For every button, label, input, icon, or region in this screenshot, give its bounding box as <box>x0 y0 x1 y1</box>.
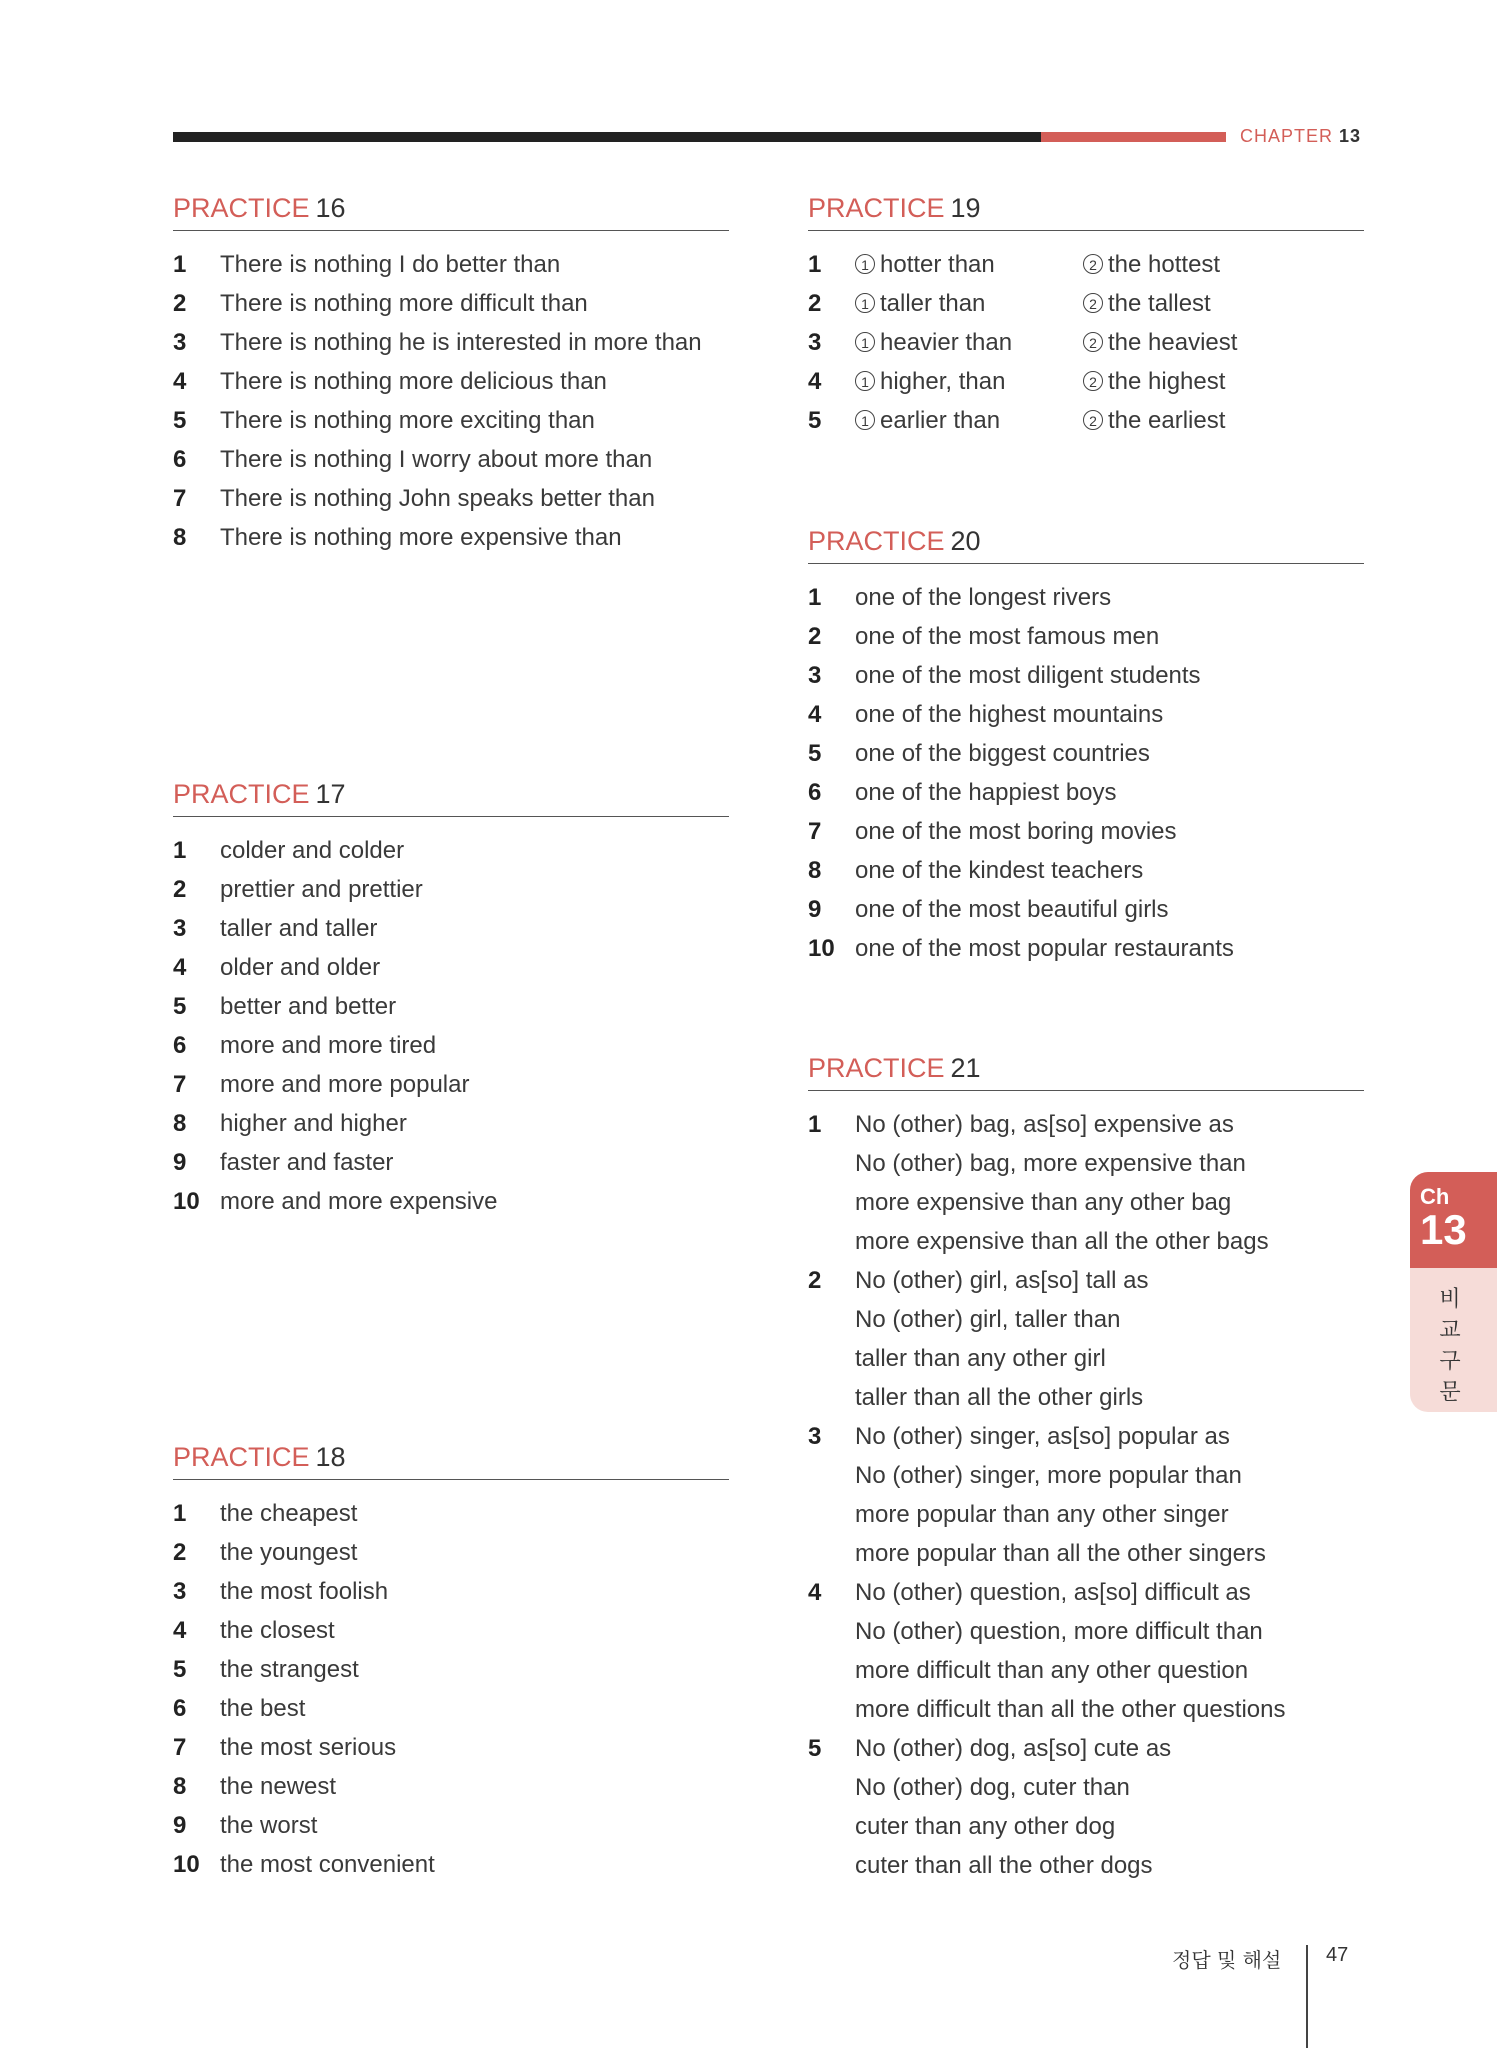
item-number: 7 <box>808 818 822 845</box>
answer-second <box>1083 362 1225 401</box>
circled-number-icon: 2 <box>1083 293 1103 313</box>
practice-number: 21 <box>950 1053 981 1083</box>
answer-list <box>173 1494 729 1884</box>
answer-text: the highest <box>1108 368 1226 395</box>
item-number: 8 <box>173 524 187 551</box>
list-item <box>173 518 729 557</box>
answer-text: the hottest <box>1108 251 1221 278</box>
answer-list <box>173 245 729 557</box>
item-number: 8 <box>808 857 822 884</box>
list-item <box>173 831 729 870</box>
answer-text: faster and faster <box>220 1149 394 1176</box>
circled-number-icon: 2 <box>1083 371 1103 391</box>
practice-label: PRACTICE <box>808 526 945 556</box>
item-number: 8 <box>173 1110 187 1137</box>
item-number: 2 <box>808 290 822 317</box>
item-number: 4 <box>173 1617 187 1644</box>
side-tab-title: 비교구문 <box>1439 1287 1461 1405</box>
item-number: 1 <box>173 251 187 278</box>
answer-text: one of the most famous men <box>855 623 1160 650</box>
side-tab-ch: Ch <box>1420 1184 1450 1209</box>
item-number: 10 <box>808 935 835 962</box>
list-item <box>173 1104 729 1143</box>
item-number: 5 <box>173 407 187 434</box>
circled-number-icon: 1 <box>855 254 875 274</box>
item-number: 7 <box>173 485 187 512</box>
list-item <box>808 1612 1364 1651</box>
item-number: 9 <box>173 1149 187 1176</box>
practice-number: 20 <box>950 526 981 556</box>
list-item <box>808 890 1364 929</box>
list-item <box>808 1495 1364 1534</box>
practice-17 <box>173 774 729 1221</box>
list-item <box>808 1183 1364 1222</box>
answer-text: more and more tired <box>220 1032 437 1059</box>
item-number: 6 <box>173 1032 187 1059</box>
answer-text: No (other) singer, more popular than <box>855 1462 1242 1489</box>
list-item <box>808 851 1364 890</box>
list-item <box>808 1339 1364 1378</box>
circled-number-icon: 2 <box>1083 410 1103 430</box>
list-item <box>173 1806 729 1845</box>
circled-number-icon: 1 <box>855 293 875 313</box>
list-item <box>173 1845 729 1884</box>
answer-text: hotter than <box>880 251 995 278</box>
item-number: 4 <box>808 701 822 728</box>
item-number: 4 <box>173 954 187 981</box>
list-item <box>173 948 729 987</box>
footer-divider <box>1306 1945 1308 2048</box>
item-number: 1 <box>173 1500 187 1527</box>
list-item <box>808 578 1364 617</box>
list-item <box>808 773 1364 812</box>
answer-text: the most foolish <box>220 1578 389 1605</box>
answer-text: one of the most beautiful girls <box>855 896 1169 923</box>
answer-text: the youngest <box>220 1539 358 1566</box>
answer-list <box>808 245 1364 440</box>
list-item <box>808 617 1364 656</box>
practice-label: PRACTICE <box>173 779 310 809</box>
practice-number: 19 <box>950 193 981 223</box>
list-item <box>808 401 1364 440</box>
list-item <box>808 284 1364 323</box>
answer-text: higher and higher <box>220 1110 407 1137</box>
item-number: 2 <box>173 290 187 317</box>
list-item <box>808 1105 1364 1144</box>
answer-text: one of the longest rivers <box>855 584 1112 611</box>
answer-text: prettier and prettier <box>220 876 423 903</box>
header-rule-dark <box>173 132 1041 142</box>
answer-text: No (other) question, more difficult than <box>855 1618 1263 1645</box>
answer-text: more popular than any other singer <box>855 1501 1229 1528</box>
answer-text: There is nothing he is interested in more than <box>220 329 702 356</box>
list-item <box>808 1807 1364 1846</box>
list-item <box>173 323 729 362</box>
circled-number-icon: 2 <box>1083 332 1103 352</box>
answer-text: one of the most diligent students <box>855 662 1201 689</box>
item-number: 7 <box>173 1734 187 1761</box>
practice-20 <box>808 521 1364 968</box>
answer-text: one of the kindest teachers <box>855 857 1144 884</box>
list-item <box>173 1728 729 1767</box>
practice-21 <box>808 1048 1364 1885</box>
answer-text: No (other) singer, as[so] popular as <box>855 1423 1230 1450</box>
list-item <box>173 1143 729 1182</box>
answer-text: one of the most boring movies <box>855 818 1177 845</box>
list-item <box>173 1611 729 1650</box>
list-item <box>808 695 1364 734</box>
answer-first <box>855 362 1083 401</box>
list-item <box>808 1846 1364 1885</box>
answer-text: taller than all the other girls <box>855 1384 1144 1411</box>
item-number: 7 <box>173 1071 187 1098</box>
list-item <box>173 1494 729 1533</box>
circled-number-icon: 1 <box>855 332 875 352</box>
footer-title: 정답 및 해설 <box>1172 1948 1282 1972</box>
practice-heading <box>173 774 729 817</box>
item-number: 3 <box>173 329 187 356</box>
answer-text: the closest <box>220 1617 335 1644</box>
answer-text: the strangest <box>220 1656 359 1683</box>
practice-16 <box>173 188 729 557</box>
list-item <box>808 245 1364 284</box>
item-number: 2 <box>808 1267 822 1294</box>
answer-text: more difficult than any other question <box>855 1657 1249 1684</box>
header-rule-accent <box>1041 132 1226 142</box>
answer-text: There is nothing I do better than <box>220 251 561 278</box>
answer-text: No (other) girl, as[so] tall as <box>855 1267 1149 1294</box>
answer-text: No (other) dog, cuter than <box>855 1774 1130 1801</box>
answer-text: taller and taller <box>220 915 378 942</box>
list-item <box>173 1689 729 1728</box>
item-number: 5 <box>808 407 822 434</box>
answer-list <box>808 1105 1364 1885</box>
list-item <box>808 1651 1364 1690</box>
list-item <box>173 1572 729 1611</box>
chapter-number: 13 <box>1339 126 1362 146</box>
practice-number: 16 <box>315 193 346 223</box>
page-number: 47 <box>1326 1944 1349 1966</box>
item-number: 3 <box>808 329 822 356</box>
list-item <box>808 734 1364 773</box>
item-number: 5 <box>808 1735 822 1762</box>
answer-text: taller than <box>880 290 986 317</box>
practice-label: PRACTICE <box>808 193 945 223</box>
list-item <box>173 479 729 518</box>
practice-18 <box>173 1437 729 1884</box>
side-tab-number: 13 <box>1420 1206 1467 1253</box>
practice-heading <box>808 1048 1364 1091</box>
item-number: 10 <box>173 1188 200 1215</box>
list-item <box>173 1026 729 1065</box>
list-item <box>808 929 1364 968</box>
answer-second <box>1083 323 1237 362</box>
answer-text: There is nothing John speaks better than <box>220 485 655 512</box>
item-number: 1 <box>173 837 187 864</box>
item-number: 6 <box>808 779 822 806</box>
answer-text: No (other) bag, as[so] expensive as <box>855 1111 1234 1138</box>
answer-text: the heaviest <box>1108 329 1238 356</box>
list-item <box>173 362 729 401</box>
practice-number: 18 <box>315 1442 346 1472</box>
list-item <box>173 1767 729 1806</box>
item-number: 1 <box>808 584 822 611</box>
answer-first <box>855 245 1083 284</box>
item-number: 3 <box>808 662 822 689</box>
practice-heading <box>173 1437 729 1480</box>
chapter-side-tab[interactable] <box>1410 1172 1497 1412</box>
answer-second <box>1083 245 1220 284</box>
list-item <box>173 870 729 909</box>
list-item <box>808 1534 1364 1573</box>
list-item <box>173 245 729 284</box>
answer-text: more expensive than all the other bags <box>855 1228 1269 1255</box>
answer-text: the most serious <box>220 1734 397 1761</box>
list-item <box>808 1729 1364 1768</box>
item-number: 4 <box>808 368 822 395</box>
practice-label: PRACTICE <box>173 193 310 223</box>
item-number: 3 <box>808 1423 822 1450</box>
answer-text: the earliest <box>1108 407 1226 434</box>
practice-label: PRACTICE <box>808 1053 945 1083</box>
answer-text: more difficult than all the other questions <box>855 1696 1286 1723</box>
list-item <box>808 362 1364 401</box>
practice-heading <box>808 521 1364 564</box>
answer-second <box>1083 284 1211 323</box>
list-item <box>808 656 1364 695</box>
answer-text: higher, than <box>880 368 1006 395</box>
item-number: 2 <box>808 623 822 650</box>
answer-first <box>855 284 1083 323</box>
practice-label: PRACTICE <box>173 1442 310 1472</box>
answer-text: older and older <box>220 954 381 981</box>
list-item <box>173 440 729 479</box>
list-item <box>173 284 729 323</box>
answer-text: No (other) girl, taller than <box>855 1306 1121 1333</box>
answer-text: taller than any other girl <box>855 1345 1106 1372</box>
answer-text: No (other) dog, as[so] cute as <box>855 1735 1172 1762</box>
item-number: 9 <box>808 896 822 923</box>
item-number: 6 <box>173 1695 187 1722</box>
circled-number-icon: 2 <box>1083 254 1103 274</box>
list-item <box>173 1065 729 1104</box>
answer-text: one of the biggest countries <box>855 740 1150 767</box>
item-number: 5 <box>173 1656 187 1683</box>
answer-text: the tallest <box>1108 290 1211 317</box>
answer-text: the newest <box>220 1773 337 1800</box>
answer-text: colder and colder <box>220 837 405 864</box>
item-number: 1 <box>808 1111 822 1138</box>
answer-text: There is nothing more expensive than <box>220 524 622 551</box>
answer-text: the most convenient <box>220 1851 435 1878</box>
item-number: 10 <box>173 1851 200 1878</box>
answer-text: There is nothing more delicious than <box>220 368 607 395</box>
answer-text: more and more popular <box>220 1071 470 1098</box>
answer-text: one of the happiest boys <box>855 779 1117 806</box>
answer-text: one of the most popular restaurants <box>855 935 1234 962</box>
item-number: 5 <box>808 740 822 767</box>
chapter-label <box>1240 126 1361 147</box>
item-number: 9 <box>173 1812 187 1839</box>
circled-number-icon: 1 <box>855 410 875 430</box>
list-item <box>173 987 729 1026</box>
answer-text: the best <box>220 1695 306 1722</box>
list-item <box>808 1573 1364 1612</box>
item-number: 5 <box>173 993 187 1020</box>
answer-second <box>1083 401 1225 440</box>
answer-text: There is nothing more exciting than <box>220 407 595 434</box>
list-item <box>808 1144 1364 1183</box>
practice-number: 17 <box>315 779 346 809</box>
answer-text: There is nothing I worry about more than <box>220 446 653 473</box>
answer-text: the worst <box>220 1812 318 1839</box>
answer-text: earlier than <box>880 407 1001 434</box>
list-item <box>808 812 1364 851</box>
answer-text: more expensive than any other bag <box>855 1189 1232 1216</box>
answer-first <box>855 323 1083 362</box>
answer-text: No (other) question, as[so] difficult as <box>855 1579 1251 1606</box>
item-number: 8 <box>173 1773 187 1800</box>
practice-heading <box>173 188 729 231</box>
answer-list <box>808 578 1364 968</box>
list-item <box>173 1533 729 1572</box>
item-number: 3 <box>173 1578 187 1605</box>
answer-text: cuter than all the other dogs <box>855 1852 1153 1879</box>
answer-text: No (other) bag, more expensive than <box>855 1150 1246 1177</box>
list-item <box>808 1378 1364 1417</box>
answer-text: one of the highest mountains <box>855 701 1164 728</box>
answer-first <box>855 401 1083 440</box>
list-item <box>808 1417 1364 1456</box>
item-number: 4 <box>173 368 187 395</box>
list-item <box>808 1768 1364 1807</box>
item-number: 6 <box>173 446 187 473</box>
item-number: 1 <box>808 251 822 278</box>
side-tab-header <box>1410 1172 1497 1268</box>
answer-text: more and more expensive <box>220 1188 498 1215</box>
practice-heading <box>808 188 1364 231</box>
list-item <box>808 1222 1364 1261</box>
item-number: 2 <box>173 1539 187 1566</box>
list-item <box>808 1690 1364 1729</box>
list-item <box>808 1261 1364 1300</box>
answer-list <box>173 831 729 1221</box>
answer-text: better and better <box>220 993 397 1020</box>
answer-text: cuter than any other dog <box>855 1813 1116 1840</box>
item-number: 3 <box>173 915 187 942</box>
chapter-word: CHAPTER <box>1240 126 1334 146</box>
list-item <box>808 1456 1364 1495</box>
list-item <box>173 401 729 440</box>
list-item <box>808 323 1364 362</box>
practice-19 <box>808 188 1364 440</box>
answer-text: more popular than all the other singers <box>855 1540 1266 1567</box>
list-item <box>173 1182 729 1221</box>
list-item <box>173 1650 729 1689</box>
circled-number-icon: 1 <box>855 371 875 391</box>
answer-text: There is nothing more difficult than <box>220 290 588 317</box>
list-item <box>173 909 729 948</box>
item-number: 2 <box>173 876 187 903</box>
answer-text: heavier than <box>880 329 1013 356</box>
list-item <box>808 1300 1364 1339</box>
item-number: 4 <box>808 1579 822 1606</box>
answer-text: the cheapest <box>220 1500 358 1527</box>
